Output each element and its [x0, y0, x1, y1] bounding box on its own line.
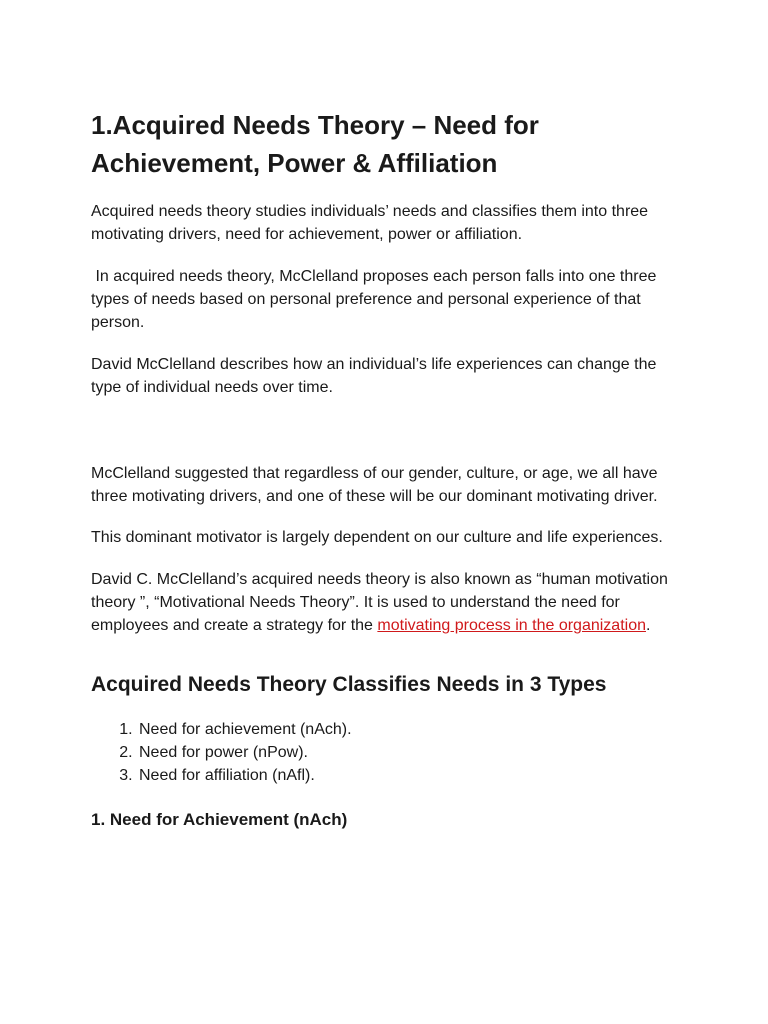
list-item: 3. Need for affiliation (nAfl).: [137, 764, 688, 787]
list-item: 1. Need for achievement (nAch).: [137, 718, 688, 741]
paragraph-life-experiences: David McClelland describes how an individual’s life experiences can change the type of individual needs over time.: [91, 356, 657, 396]
list-item: 2. Need for power (nPow).: [137, 741, 688, 764]
page-title: 1.Acquired Needs Theory – Need for Achievement, Power & Affiliation: [91, 110, 539, 178]
section-heading: Acquired Needs Theory Classifies Needs in 3 Types: [91, 673, 607, 696]
paragraph-text-after-link: .: [645, 617, 651, 634]
motivating-process-link[interactable]: motivating process in the organization: [377, 617, 646, 634]
paragraph-also-known-as: [91, 568, 688, 637]
subheading-need-for-achievement: 1. Need for Achievement (nAch): [91, 810, 348, 829]
paragraph-dominant-motivator: This dominant motivator is largely dependent on our culture and life experiences.: [91, 529, 663, 546]
paragraph-intro: Acquired needs theory studies individuals’ needs and classifies them into three motivating drivers, need for achievement, power or affiliation.: [91, 203, 649, 243]
paragraph-text-before-link: David C. McClelland’s acquired needs theory is also known as “human motivation theory ”, “Motivational Needs Theory”. It is used to understand the need for employees and create a strategy for the: [91, 571, 668, 634]
paragraph-mcclelland-proposal: In acquired needs theory, McClelland proposes each person falls into one three types of needs based on personal preference and personal experience of that person.: [91, 268, 661, 331]
needs-list: [91, 718, 688, 787]
paragraph-three-drivers: McClelland suggested that regardless of our gender, culture, or age, we all have three motivating drivers, and one of these will be our dominant motivating driver.: [91, 465, 658, 505]
